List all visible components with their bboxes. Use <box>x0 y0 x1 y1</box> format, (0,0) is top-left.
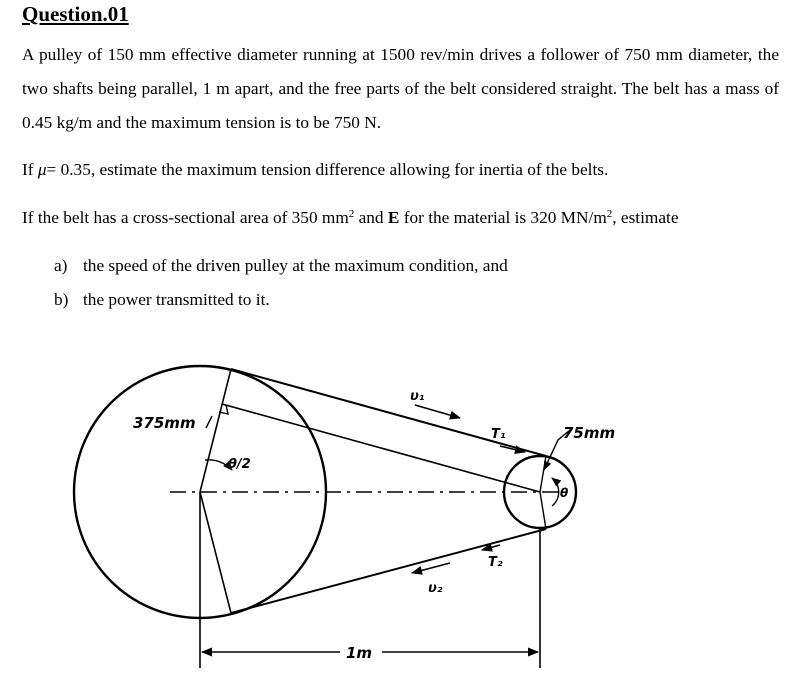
large-radius-leader <box>206 416 212 428</box>
large-radius-lower <box>200 492 231 613</box>
pulley-diagram <box>0 330 801 680</box>
small-radius-label: 75mm <box>563 424 616 442</box>
belt-lower <box>231 529 546 613</box>
material-part1: If the belt has a cross-sectional area of 350 mm <box>22 208 349 227</box>
material-part4: , estimate <box>612 208 679 227</box>
v1-arrow <box>415 405 460 418</box>
small-radius-lower <box>540 492 546 529</box>
list-item-a <box>54 249 508 283</box>
modulus-symbol: E <box>387 208 400 227</box>
list-label-b: b) <box>54 290 69 309</box>
friction-prefix: If <box>22 160 38 179</box>
t1-label: T₁ <box>491 427 506 442</box>
friction-suffix: = 0.35, estimate the maximum tension difference allowing for inertia of the belts. <box>46 160 609 179</box>
large-radius-upper <box>200 369 231 492</box>
question-title: Question.01 <box>22 2 129 26</box>
list-label-a: a) <box>54 256 68 275</box>
small-radius-upper <box>540 456 546 492</box>
material-statement <box>22 201 679 235</box>
friction-statement <box>22 153 608 187</box>
t2-label: T₂ <box>488 555 503 570</box>
area-superscript: 2 <box>348 208 355 220</box>
half-angle-label: θ/2 <box>228 457 251 472</box>
modulus-superscript: 2 <box>606 208 613 220</box>
belt-upper <box>231 369 546 456</box>
v2-arrow <box>412 563 450 573</box>
large-radius-label: 375mm <box>133 414 196 432</box>
distance-label: 1m <box>346 644 373 662</box>
list-item-b <box>54 283 270 317</box>
tangent-construction-line <box>222 404 540 492</box>
list-text-b: the power transmitted to it. <box>83 290 270 309</box>
mu-symbol: μ <box>37 160 47 179</box>
problem-statement: A pulley of 150 mm effective diameter running at 1500 rev/min drives a follower of 750 mm diameter, the two shafts being parallel, 1 m apart, and the free parts of the belt considered straight. The belt has a mass of 0.45 kg/m and the maximum tension is to be 750 N. <box>22 45 779 132</box>
material-part2: and <box>354 208 388 227</box>
list-text-a: the speed of the driven pulley at the maximum condition, and <box>83 256 508 275</box>
theta-label: θ <box>560 486 569 500</box>
material-part3: for the material is 320 MN/m <box>399 208 607 227</box>
v2-label: υ₂ <box>428 581 443 596</box>
v1-label: υ₁ <box>410 389 425 404</box>
